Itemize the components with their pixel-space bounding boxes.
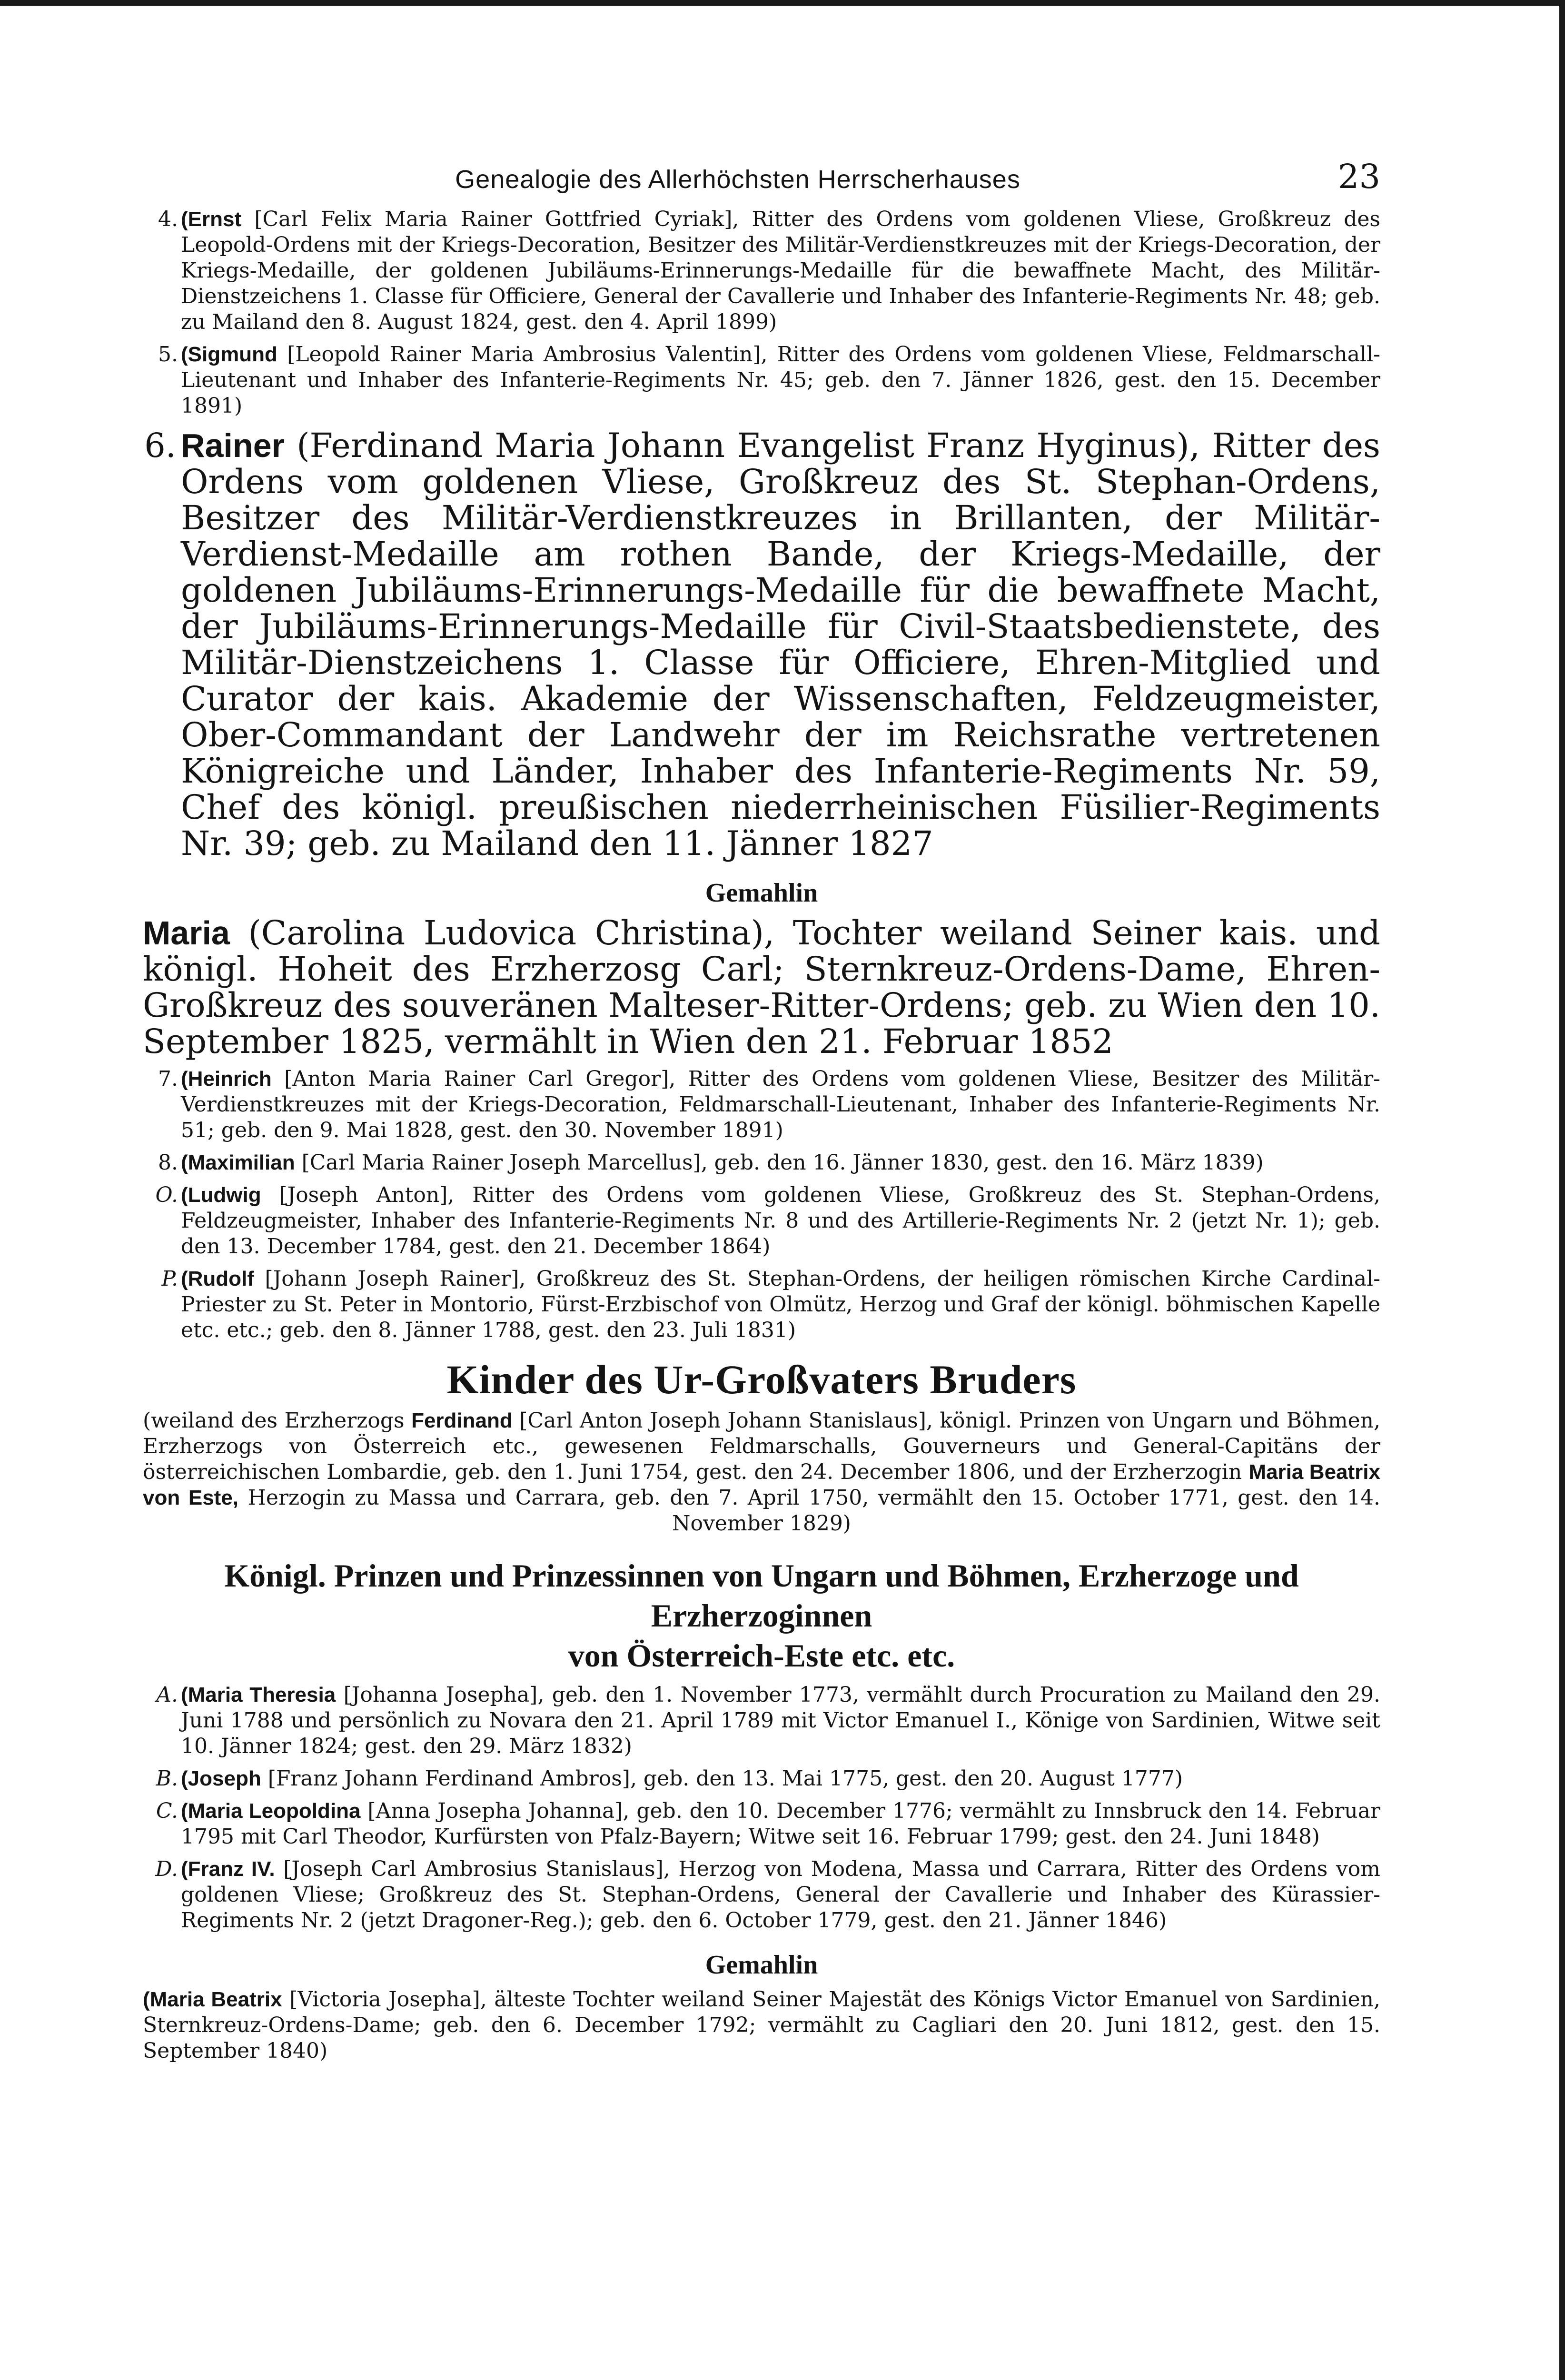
entry-maria-theresia xyxy=(143,1682,1380,1759)
intro-text: (weiland des Erzherzogs xyxy=(143,1408,405,1433)
page-number: 23 xyxy=(1337,157,1380,196)
entry-name: (Heinrich xyxy=(181,1067,272,1091)
scan-edge-top xyxy=(0,0,1565,6)
entry-text: [Franz Johann Ferdinand Ambros], geb. den 13. Mai 1775, gest. den 20. August 1777) xyxy=(267,1766,1183,1791)
entry-number: 8. xyxy=(158,1150,178,1175)
entry-name: (Maximilian xyxy=(181,1151,295,1174)
intro-name: Ferdinand xyxy=(411,1409,513,1432)
gemahlin-name: Maria xyxy=(143,914,230,952)
entry-rainer xyxy=(143,427,1380,862)
entry-text: [Joseph Anton], Ritter des Ordens vom goldenen Vliese, Großkreuz des St. Stephan-Ordens, Feldzeugmeister, Inhaber des Infanterie-Regiments Nr. 8 und des Artillerie-Regiments Nr. 2 (jetzt Nr. 1); geb. den 13. December 1784, gest. den 21. December 1864) xyxy=(181,1183,1380,1259)
intro-text: Herzogin zu Massa und Carrara, geb. den 7. April 1750, vermählt den 15. October 1771, gest. den 14. November 1829) xyxy=(248,1486,1380,1536)
entry-joseph xyxy=(143,1766,1380,1792)
entry-name: (Ernst xyxy=(181,208,242,231)
gemahlin-heading: Gemahlin xyxy=(705,878,818,908)
entry-number: 5. xyxy=(158,342,178,367)
entry-text: [Anton Maria Rainer Carl Gregor], Ritter des Ordens vom goldenen Vliese, Besitzer des Militär-Verdienstkreuzes mit der Kriegs-Decoration, Feldmarschall-Lieutenant, Inhaber des Infanterie-Regiments Nr. 51; geb. den 9. Mai 1828, gest. den 30. November 1891) xyxy=(181,1067,1380,1142)
entry-text: [Johanna Josepha], geb. den 1. November 1773, vermählt durch Procuration zu Mailand den 29. Juni 1788 und persönlich zu Novara den 21. April 1789 mit Victor Emanuel I., Könige von Sardinien, Witwe seit 10. Jänner 1824; gest. den 29. März 1832) xyxy=(181,1683,1381,1758)
entry-number: B. xyxy=(156,1766,178,1791)
entry-heinrich xyxy=(143,1066,1380,1143)
entry-number: 6. xyxy=(144,426,176,465)
section-intro xyxy=(143,1408,1380,1537)
entry-number: D. xyxy=(155,1857,178,1881)
page xyxy=(143,157,1380,2064)
gemahlin-name: (Maria Beatrix xyxy=(143,1988,282,2011)
gemahlin-text: (Carolina Ludovica Christina), Tochter weiland Seiner kais. und königl. Hoheit des Erzherzosg Carl; Sternkreuz-Ordens-Dame, Ehren-Großkreuz des souveränen Malteser-Ritter-Ordens; geb. zu Wien den 10. September 1825, vermählt in Wien den 21. Februar 1852 xyxy=(143,913,1380,1061)
entry-name: (Maria Theresia xyxy=(181,1683,336,1706)
entry-ernst xyxy=(143,207,1380,335)
intro-name: Maria Beatrix von Este, xyxy=(143,1460,1380,1509)
entry-text: (Ferdinand Maria Johann Evangelist Franz Hyginus), Ritter des Ordens vom goldenen Vliese, Großkreuz des St. Stephan-Ordens, Besitzer des Militär-Verdienstkreuzes in Brillanten, der Militär-Verdienst-Medaille am rothen Bande, der Kriegs-Medaille, der goldenen Jubiläums-Erinnerungs-Medaille für die bewaffnete Macht, der Jubiläums-Erinnerungs-Medaille für Civil-Staatsbedienstete, des Militär-Dienstzeichens 1. Classe für Officiere, Ehren-Mitglied und Curator der kais. Akademie der Wissenschaften, Feldzeugmeister, Ober-Commandant der Landwehr der im Reichsrathe vertretenen Königreiche und Länder, Inhaber des Infanterie-Regiments Nr. 59, Chef des königl. preußischen niederrheinischen Füsilier-Regiments Nr. 39; geb. zu Mailand den 11. Jänner 1827 xyxy=(181,426,1380,863)
entry-number: C. xyxy=(156,1799,178,1823)
entry-rudolf xyxy=(143,1266,1380,1343)
entry-name: (Rudolf xyxy=(181,1267,254,1290)
entry-number: 7. xyxy=(158,1067,178,1091)
entry-name: Rainer xyxy=(181,427,285,464)
entry-name: (Franz IV. xyxy=(181,1857,275,1881)
entry-name: (Joseph xyxy=(181,1767,261,1790)
subsection-title-line: von Österreich-Este etc. etc. xyxy=(568,1637,955,1674)
section-title: Kinder des Ur-Großvaters Bruders xyxy=(446,1357,1077,1402)
entry-text: [Johann Joseph Rainer], Großkreuz des St. Stephan-Ordens, der heiligen römischen Kirche Cardinal-Priester zu St. Peter in Montorio, Fürst-Erzbischof von Olmütz, Herzog und Graf der königl. böhmischen Kapelle etc. etc.; geb. den 8. Jänner 1788, gest. den 23. Juli 1831) xyxy=(181,1267,1380,1342)
entry-number: P. xyxy=(161,1267,178,1291)
subsection-title xyxy=(143,1556,1380,1676)
entry-name: (Ludwig xyxy=(181,1183,261,1207)
entry-sigmund xyxy=(143,342,1380,419)
entry-text: [Joseph Carl Ambrosius Stanislaus], Herzog von Modena, Massa und Carrara, Ritter des Ordens vom goldenen Vliese; Großkreuz des St. Stephan-Ordens, General der Cavallerie und Inhaber des Kürassier-Regiments Nr. 2 (jetzt Dragoner-Reg.); geb. den 6. October 1779, gest. den 21. Jänner 1846) xyxy=(181,1857,1380,1933)
entry-franz-iv xyxy=(143,1856,1380,1934)
gemahlin-heading: Gemahlin xyxy=(705,1950,818,1980)
entry-maximilian xyxy=(143,1150,1380,1176)
page-header xyxy=(143,157,1380,200)
entry-text: [Carl Felix Maria Rainer Gottfried Cyriak], Ritter des Ordens vom goldenen Vliese, Großkreuz des Leopold-Ordens mit der Kriegs-Decoration, Besitzer des Militär-Verdienstkreuzes mit der Kriegs-Decoration, der Kriegs-Medaille, der goldenen Jubiläums-Erinnerungs-Medaille für die bewaffnete Macht, des Militär-Dienstzeichens 1. Classe für Officiere, General der Cavallerie und Inhaber des Infanterie-Regiments Nr. 48; geb. zu Mailand den 8. August 1824, gest. den 4. April 1899) xyxy=(181,207,1380,334)
entry-name: (Sigmund xyxy=(181,343,277,366)
subsection-title-line: Königl. Prinzen und Prinzessinnen von Ungarn und Böhmen, Erzherzoge und Erzherzoginnen xyxy=(224,1557,1299,1634)
gemahlin-text: [Victoria Josepha], älteste Tochter weiland Seiner Majestät des Königs Victor Emanuel von Sardinien, Sternkreuz-Ordens-Dame; geb. den 6. December 1792; vermählt zu Cagliari den 20. Juni 1812, gest. den 15. September 1840) xyxy=(143,1987,1380,2063)
entry-name: (Maria Leopoldina xyxy=(181,1799,361,1823)
entry-number: 4. xyxy=(158,207,178,231)
scan-edge-right xyxy=(1559,0,1565,2380)
entry-number: A. xyxy=(156,1683,178,1707)
entry-text: [Carl Maria Rainer Joseph Marcellus], geb. den 16. Jänner 1830, gest. den 16. März 1839) xyxy=(301,1150,1264,1175)
entry-maria-leopoldina xyxy=(143,1798,1380,1850)
entry-text: [Anna Josepha Johanna], geb. den 10. December 1776; vermählt zu Innsbruck den 14. Februar 1795 mit Carl Theodor, Kurfürsten von Pfalz-Bayern; Witwe seit 16. Februar 1799; gest. den 24. Juni 1848) xyxy=(181,1799,1380,1849)
gemahlin-entry xyxy=(143,1987,1380,2064)
entry-text: [Leopold Rainer Maria Ambrosius Valentin], Ritter des Ordens vom goldenen Vliese, Feldmarschall-Lieutenant und Inhaber des Infanterie-Regiments Nr. 45; geb. den 7. Jänner 1826, gest. den 15. December 1891) xyxy=(181,342,1380,418)
entry-ludwig xyxy=(143,1182,1380,1259)
intro-text: [Carl Anton Joseph Johann Stanislaus], königl. Prinzen von Ungarn und Böhmen, Erzherzogs von Österreich etc., gewesenen Feldmarschalls, Gouverneurs und General-Capitäns der österreichischen Lombardie, geb. den 1. Juni 1754, gest. den 24. December 1806, und der Erzherzogin xyxy=(143,1408,1380,1484)
gemahlin-entry xyxy=(143,915,1380,1060)
running-title: Genealogie des Allerhöchsten Herrscherhauses xyxy=(455,165,1020,194)
entry-number: O. xyxy=(155,1183,178,1207)
